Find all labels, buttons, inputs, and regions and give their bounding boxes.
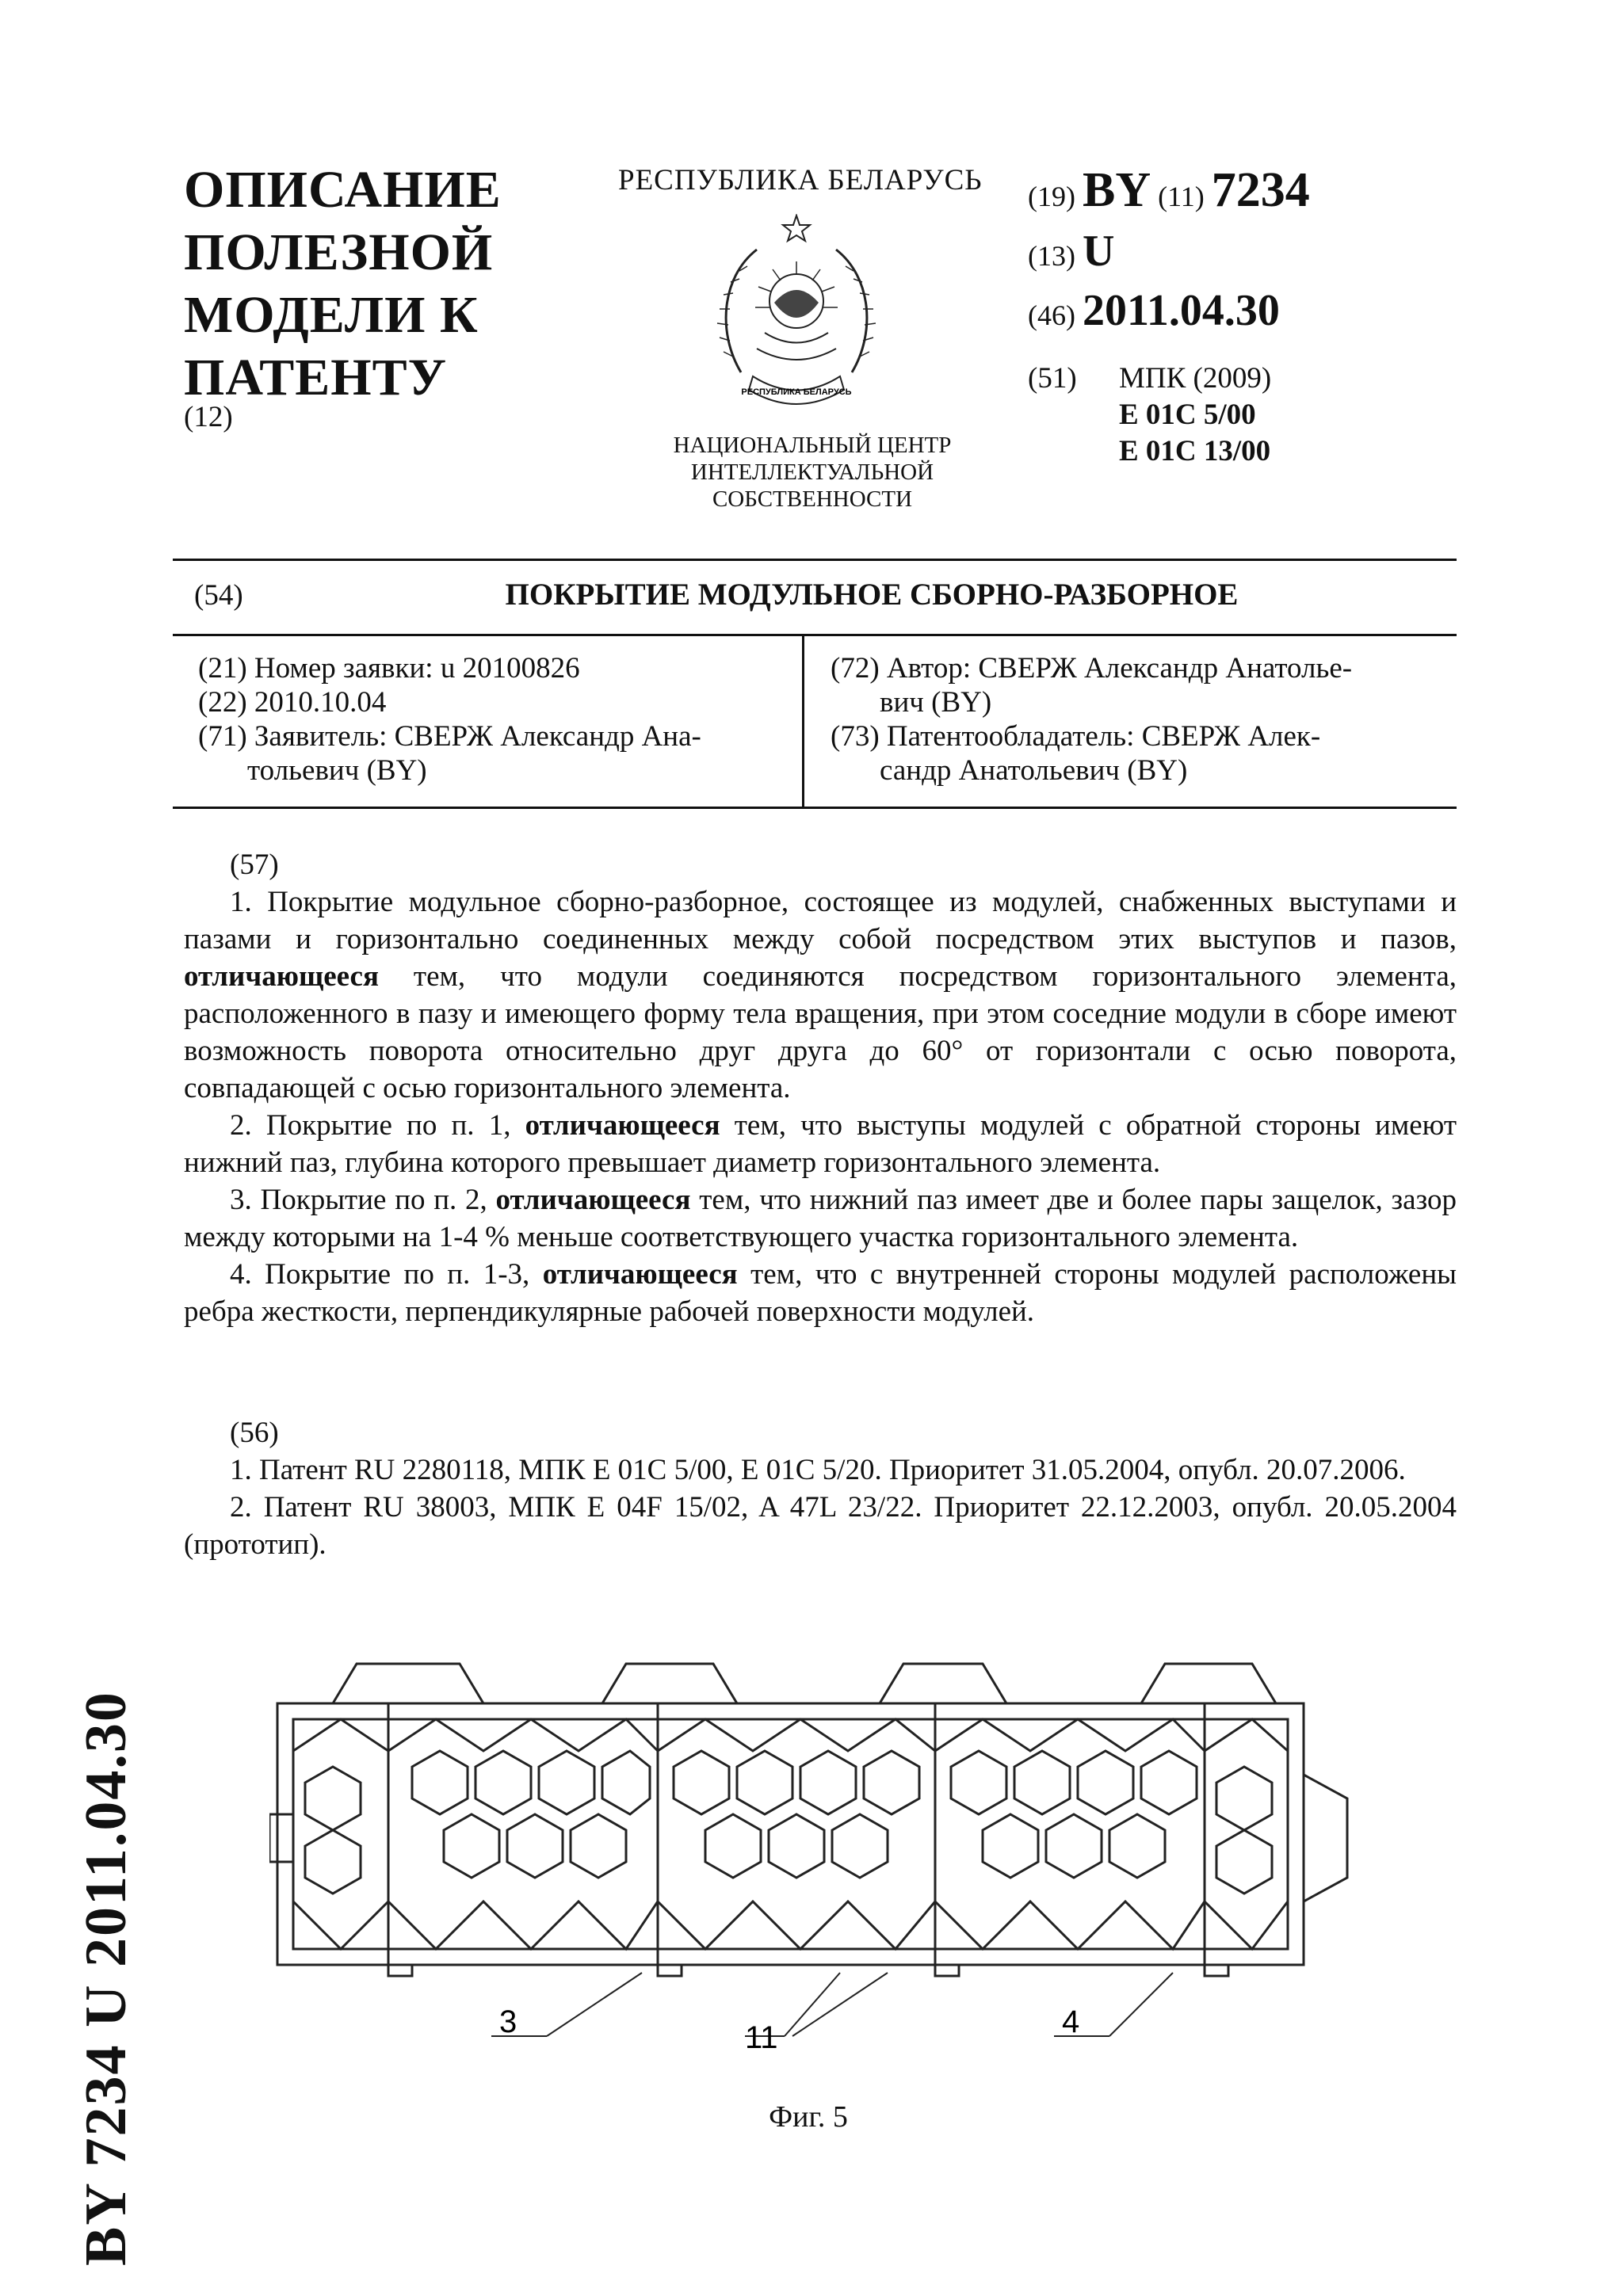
center-line-1: НАЦИОНАЛЬНЫЙ ЦЕНТР (673, 433, 952, 458)
leader-3 (547, 1973, 642, 2036)
patent-number-line (1028, 162, 1310, 219)
code-13: (13) (1028, 240, 1075, 272)
code-12: (12) (184, 401, 233, 433)
ipc-class-1: E 01C 5/00 (1119, 399, 1256, 431)
publication-date-line (1028, 285, 1280, 336)
filing-date: (22) 2010.10.04 (198, 686, 387, 719)
invention-title: ПОКРЫТИЕ МОДУЛЬНОЕ СБОРНО-РАЗБОРНОЕ (505, 578, 1239, 612)
ipc-label: МПК (2009) (1119, 362, 1272, 395)
title-line-2: ПОЛЕЗНОЙ (184, 223, 494, 281)
patent-owner: (73) Патентообладатель: СВЕРЖ Алек- (831, 720, 1321, 753)
references-section (184, 1414, 1457, 1563)
emblem-ribbon-text: РЕСПУБЛИКА БЕЛАРУСЬ (741, 387, 852, 397)
claim-4: 4. Покрытие по п. 1-3, отличающееся тем, что с внутренней стороны модулей расположены ребра жесткости, перпендикулярные рабочей поверхности модулей. (184, 1258, 1457, 1328)
leader-4 (1109, 1973, 1173, 2036)
callout-4: 4 (1062, 2004, 1080, 2039)
patent-owner-cont: сандр Анатольевич (BY) (880, 754, 1188, 787)
applicant-cont: тольевич (BY) (247, 754, 427, 787)
claims-section (184, 846, 1457, 1330)
reference-2: 2. Патент RU 38003, МПК E 04F 15/02, A 47L 23/22. Приоритет 22.12.2003, опубл. 20.05.2004 (прототип). (184, 1491, 1457, 1561)
application-number: (21) Номер заявки: u 20100826 (198, 652, 580, 685)
title-line-1: ОПИСАНИЕ (184, 161, 502, 219)
claims-code: (57) (230, 849, 279, 881)
code-19: (19) (1028, 181, 1075, 212)
code-54: (54) (194, 579, 243, 612)
claim-1: 1. Покрытие модульное сборно-разборное, состоящее из модулей, снабженных выступами и пазами и горизонтально соединенных между собой посредством этих выступов и пазов, отличающееся тем, что модули соединяются посредством горизонтального элемента, расположенного в пазу и имеющего форму тела вращения, при этом соседние модули в сборе имеют возможность поворота относительно друг друга до 60° от горизонтали с осью поворота, совпадающей с осью горизонтального элемента. (184, 886, 1457, 1104)
callout-3: 3 (499, 2004, 517, 2039)
references-code: (56) (230, 1417, 279, 1449)
figure-caption: Фиг. 5 (769, 2100, 848, 2134)
ipc-class-2: E 01C 13/00 (1119, 435, 1271, 467)
divider-title (173, 634, 1457, 636)
author-cont: вич (BY) (880, 686, 992, 719)
title-line-4: ПАТЕНТУ (184, 349, 448, 406)
kind-code-line (1028, 226, 1114, 277)
state-emblem (709, 214, 884, 416)
document-title (184, 158, 564, 409)
reference-1: 1. Патент RU 2280118, МПК E 01C 5/00, E 01C 5/20. Приоритет 31.05.2004, опубл. 20.07.2006. (230, 1454, 1406, 1486)
kind-code: U (1082, 227, 1115, 276)
figure-5-drawing (269, 1640, 1379, 2052)
national-center-name (650, 432, 975, 513)
title-line-3: МОДЕЛИ К (184, 286, 479, 344)
author: (72) Автор: СВЕРЖ Александр Анатолье- (831, 652, 1353, 685)
biblio-separator (802, 634, 804, 807)
code-11: (11) (1158, 181, 1205, 212)
code-46: (46) (1028, 299, 1075, 331)
republic-name: РЕСПУБЛИКА БЕЛАРУСЬ (618, 164, 983, 196)
patent-number: 7234 (1211, 163, 1310, 217)
biblio-right (831, 651, 1457, 788)
divider-biblio (173, 807, 1457, 809)
claim-3: 3. Покрытие по п. 2, отличающееся тем, что нижний паз имеет две и более пары защелок, зазор между которыми на 1-4 % меньше соответствующего участка горизонтального элемента. (184, 1184, 1457, 1253)
hexagon-grid (305, 1751, 1272, 1894)
publication-date: 2011.04.30 (1082, 286, 1280, 335)
ipc-block (1028, 360, 1271, 470)
leader-11b (792, 1973, 888, 2036)
center-line-2: ИНТЕЛЛЕКТУАЛЬНОЙ (690, 460, 934, 485)
leader-11a (785, 1973, 840, 2036)
code-51: (51) (1028, 362, 1077, 395)
claim-2: 2. Покрытие по п. 1, отличающееся тем, что выступы модулей с обратной стороны имеют нижний паз, глубина которого превышает диаметр горизонтального элемента. (184, 1109, 1457, 1179)
country-code: BY (1082, 163, 1151, 217)
biblio-left (198, 651, 785, 788)
sidebar-patent-id: BY 7234 U 2011.04.30 (74, 1691, 139, 2266)
callout-11: 11 (745, 2020, 778, 2052)
applicant: (71) Заявитель: СВЕРЖ Александр Ана- (198, 720, 701, 753)
divider-top (173, 559, 1457, 561)
center-line-3: СОБСТВЕННОСТИ (712, 486, 913, 512)
